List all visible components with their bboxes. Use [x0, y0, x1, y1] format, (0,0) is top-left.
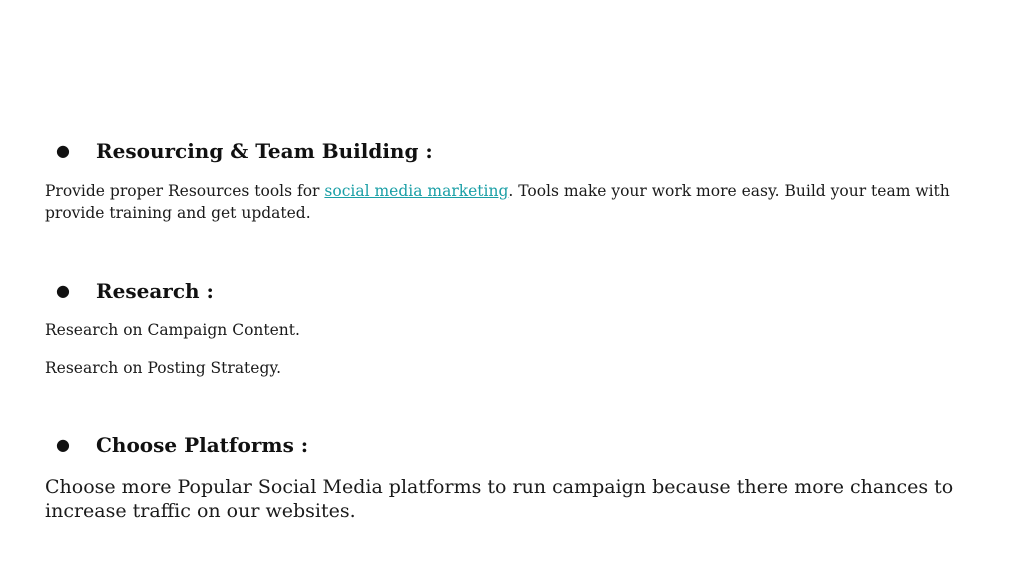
- bullet-icon: ●: [56, 141, 70, 160]
- heading-text: Resourcing & Team Building :: [96, 139, 433, 163]
- heading-text: Choose Platforms :: [96, 433, 309, 457]
- paragraph-text-start: Provide proper Resources tools for: [45, 182, 325, 200]
- bullet-icon: ●: [56, 281, 70, 300]
- bullet-icon: ●: [56, 435, 70, 454]
- section-heading-platforms: [56, 433, 308, 457]
- research-line-posting: Research on Posting Strategy.: [45, 359, 282, 377]
- heading-text: Research :: [96, 279, 214, 303]
- section-heading-resourcing: [56, 139, 433, 163]
- social-media-marketing-link[interactable]: social media marketing: [324, 182, 509, 200]
- section-heading-research: [56, 279, 214, 303]
- resourcing-paragraph: [45, 180, 985, 224]
- platforms-paragraph: Choose more Popular Social Media platforms to run campaign because there more chances to increase traffic on our websites.: [45, 476, 954, 522]
- research-line-campaign: Research on Campaign Content.: [45, 321, 300, 339]
- paragraph-text-end: . Tools make your work more easy. Build your team with provide training and get updated.: [45, 182, 950, 222]
